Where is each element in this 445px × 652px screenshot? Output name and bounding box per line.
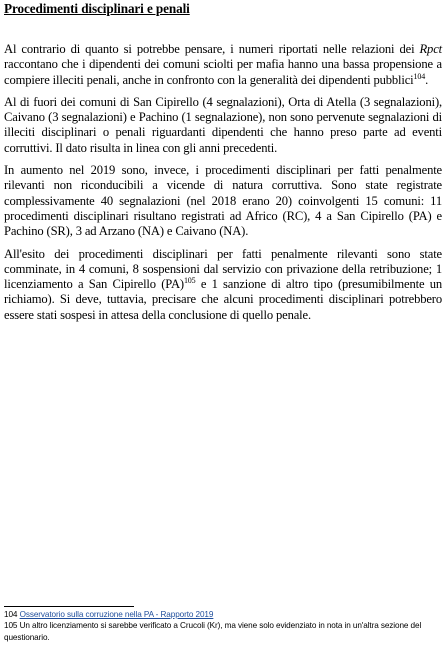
footnote-ref-104[interactable]: 104	[413, 71, 426, 81]
paragraph-1-text-end: .	[425, 72, 429, 87]
footnote-ref-105[interactable]: 105	[183, 275, 196, 285]
paragraph-4	[4, 247, 442, 323]
paragraph-2: Al di fuori dei comuni di San Cipirello (4 segnalazioni), Orta di Atella (3 segnalazioni), Caivano (3 segnalazioni) e Pachino (1 segnalazione), non sono pervenute segnalazioni di illeciti disciplinari o penali riguardanti dipendenti che hanno preso parte ad eventi corruttivi. Il dato risulta in linea con gli anni precedenti.	[4, 94, 442, 155]
paragraph-1-text-after: raccontano che i dipendenti dei comuni sciolti per mafia hanno una bassa propensione a compiere illeciti penali, anche in confronto con la generalità dei dipendenti pubblici	[4, 57, 442, 87]
footnote-number: 104	[4, 610, 18, 619]
footnote-105	[4, 620, 442, 643]
body-text	[4, 42, 442, 330]
section-heading: Procedimenti disciplinari e penali	[4, 1, 190, 16]
footnote-105-text: Un altro licenziamento si sarebbe verificato a Crucoli (Kr), ma viene solo evidenziato in nota in un'altra sezione del questionario.	[4, 621, 422, 642]
footnote-separator	[4, 606, 134, 607]
footnote-104	[4, 609, 442, 620]
paragraph-1-text-before: Al contrario di quanto si potrebbe pensare, i numeri riportati nelle relazioni dei	[4, 42, 420, 56]
paragraph-1	[4, 42, 442, 88]
paragraph-3: In aumento nel 2019 sono, invece, i procedimenti disciplinari per fatti penalmente rilevanti non riconducibili a vicende di natura corruttiva. Sono state registrate complessivamente 40 segnalazioni (nel 2018 erano 20) coinvolgenti 15 comuni: 11 procedimenti disciplinari risultano registrati ad Africo (RC), 4 a San Cipirello (PA) e Pachino (SR), 3 ad Arzano (NA) e Caivano (NA).	[4, 163, 442, 239]
paragraph-4-text-after: e 1 sanzione di altro tipo (presumibilmente un richiamo). Si deve, tuttavia, precisare che alcuni procedimenti disciplinari potrebbero essere stati sospesi in attesa della conclusione di quello penale.	[4, 277, 442, 322]
footnote-104-link[interactable]: Osservatorio sulla corruzione nella PA - Rapporto 2019	[19, 610, 214, 619]
paragraph-1-italic-term: Rpct	[419, 42, 442, 56]
paragraph-4-text-before: All'esito dei procedimenti disciplinari per fatti penalmente rilevanti sono state comminate, in 4 comuni, 8 sospensioni dal servizio con privazione della retribuzione; 1 licenziamento a San Cipirello (PA)	[4, 246, 442, 292]
footnote-number: 105	[4, 621, 18, 631]
footnotes	[4, 609, 442, 643]
